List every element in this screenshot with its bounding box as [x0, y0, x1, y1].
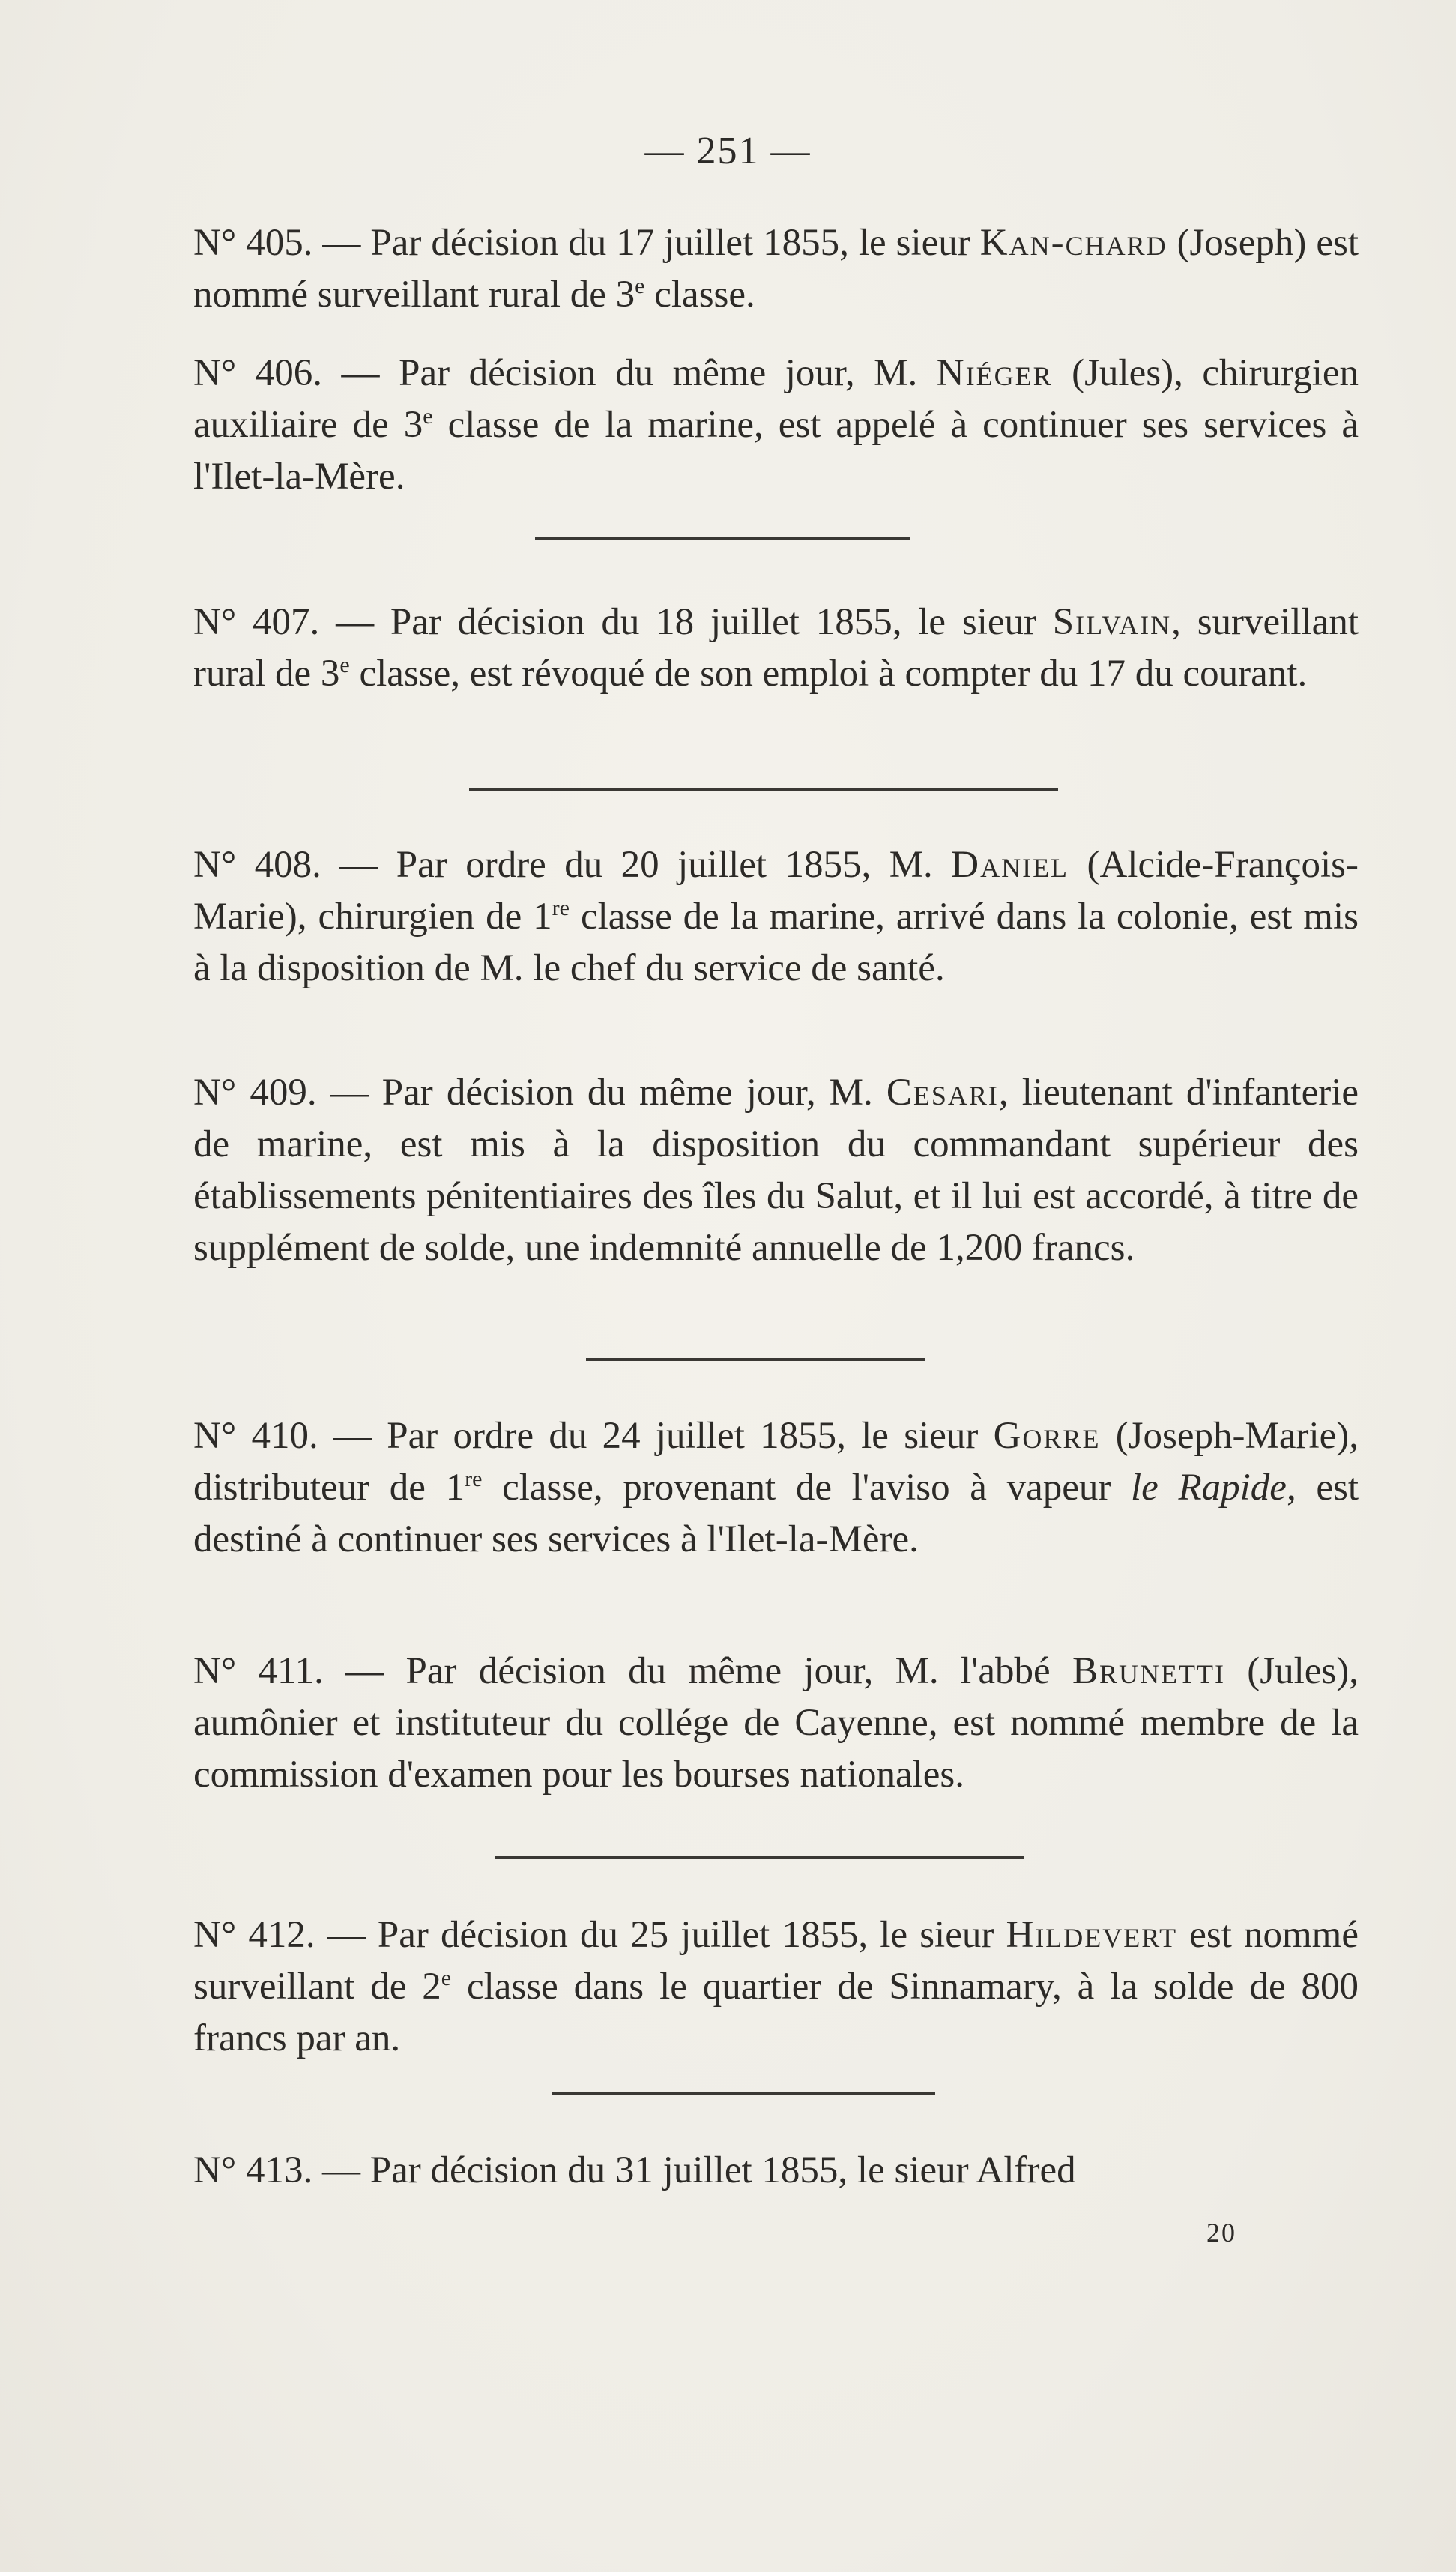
entry-412: N° 412. — Par décision du 25 juillet 1855, le sieur Hildevert est nommé surveillant de 2e classe dans le quartier de Sinnamary, à la solde de 800 francs par an.	[193, 1914, 1359, 2059]
entry-number: N° 406.	[193, 352, 323, 394]
page-number: — 251 —	[644, 130, 812, 172]
separator-rule	[552, 2092, 935, 2095]
separator-rule	[535, 537, 910, 540]
separator-rule	[586, 1358, 925, 1361]
entry-number: N° 408.	[193, 844, 321, 886]
entry-number: N° 413.	[193, 2149, 313, 2191]
person-name: Cesari	[886, 1072, 999, 1114]
separator-rule	[469, 788, 1058, 791]
entry-407: N° 407. — Par décision du 18 juillet 1855, le sieur Silvain, surveillant rural de 3e classe, est révoqué de son emploi à compter du 17 du courant.	[193, 601, 1359, 695]
entry-409: N° 409. — Par décision du même jour, M. Cesari, lieutenant d'infanterie de marine, est mis à la disposition du commandant supérieur des établissements pénitentiaires des îles du Salut, et il lui est accordé, à titre de supplément de solde, une indemnité annuelle de 1,200 francs.	[193, 1072, 1359, 1269]
entry-number: N° 412.	[193, 1914, 315, 1956]
entry-405: N° 405. — Par décision du 17 juillet 1855, le sieur Kan-chard (Joseph) est nommé surveillant rural de 3e classe.	[193, 222, 1359, 316]
separator-rule	[495, 1856, 1024, 1859]
entry-410: N° 410. — Par ordre du 24 juillet 1855, le sieur Gorre (Joseph-Marie), distributeur de 1re classe, provenant de l'aviso à vapeur le Rapide, est destiné à continuer ses services à l'Ilet-la-Mère.	[193, 1415, 1359, 1560]
person-name: Niéger	[936, 352, 1053, 394]
entry-406: N° 406. — Par décision du même jour, M. Niéger (Jules), chirurgien auxiliaire de 3e classe de la marine, est appelé à continuer ses services à l'Ilet-la-Mère.	[193, 352, 1359, 498]
person-name: Daniel	[951, 844, 1069, 886]
person-name: Hildevert	[1006, 1914, 1178, 1956]
entry-411: N° 411. — Par décision du même jour, M. l'abbé Brunetti (Jules), aumônier et instituteur du collége de Cayenne, est nommé membre de la commission d'examen pour les bourses nationales.	[193, 1650, 1359, 1796]
entry-408: N° 408. — Par ordre du 20 juillet 1855, M. Daniel (Alcide-François-Marie), chirurgien de 1re classe de la marine, arrivé dans la colonie, est mis à la disposition de M. le chef du service de santé.	[193, 844, 1359, 989]
entry-number: N° 405.	[193, 222, 313, 264]
entry-number: N° 410.	[193, 1415, 318, 1457]
signature-mark: 20	[1206, 2218, 1236, 2248]
person-name: chard	[1065, 222, 1167, 264]
entry-number: N° 411.	[193, 1650, 324, 1692]
person-name: Brunetti	[1072, 1650, 1225, 1692]
entry-number: N° 407.	[193, 601, 320, 643]
person-name: Gorre	[993, 1415, 1101, 1457]
person-name: Kan-	[979, 222, 1066, 264]
entry-413: N° 413. — Par décision du 31 juillet 1855, le sieur Alfred	[193, 2149, 1076, 2191]
person-name: Silvain	[1052, 601, 1172, 643]
ship-name: le Rapide	[1131, 1467, 1287, 1509]
entry-number: N° 409.	[193, 1072, 317, 1114]
